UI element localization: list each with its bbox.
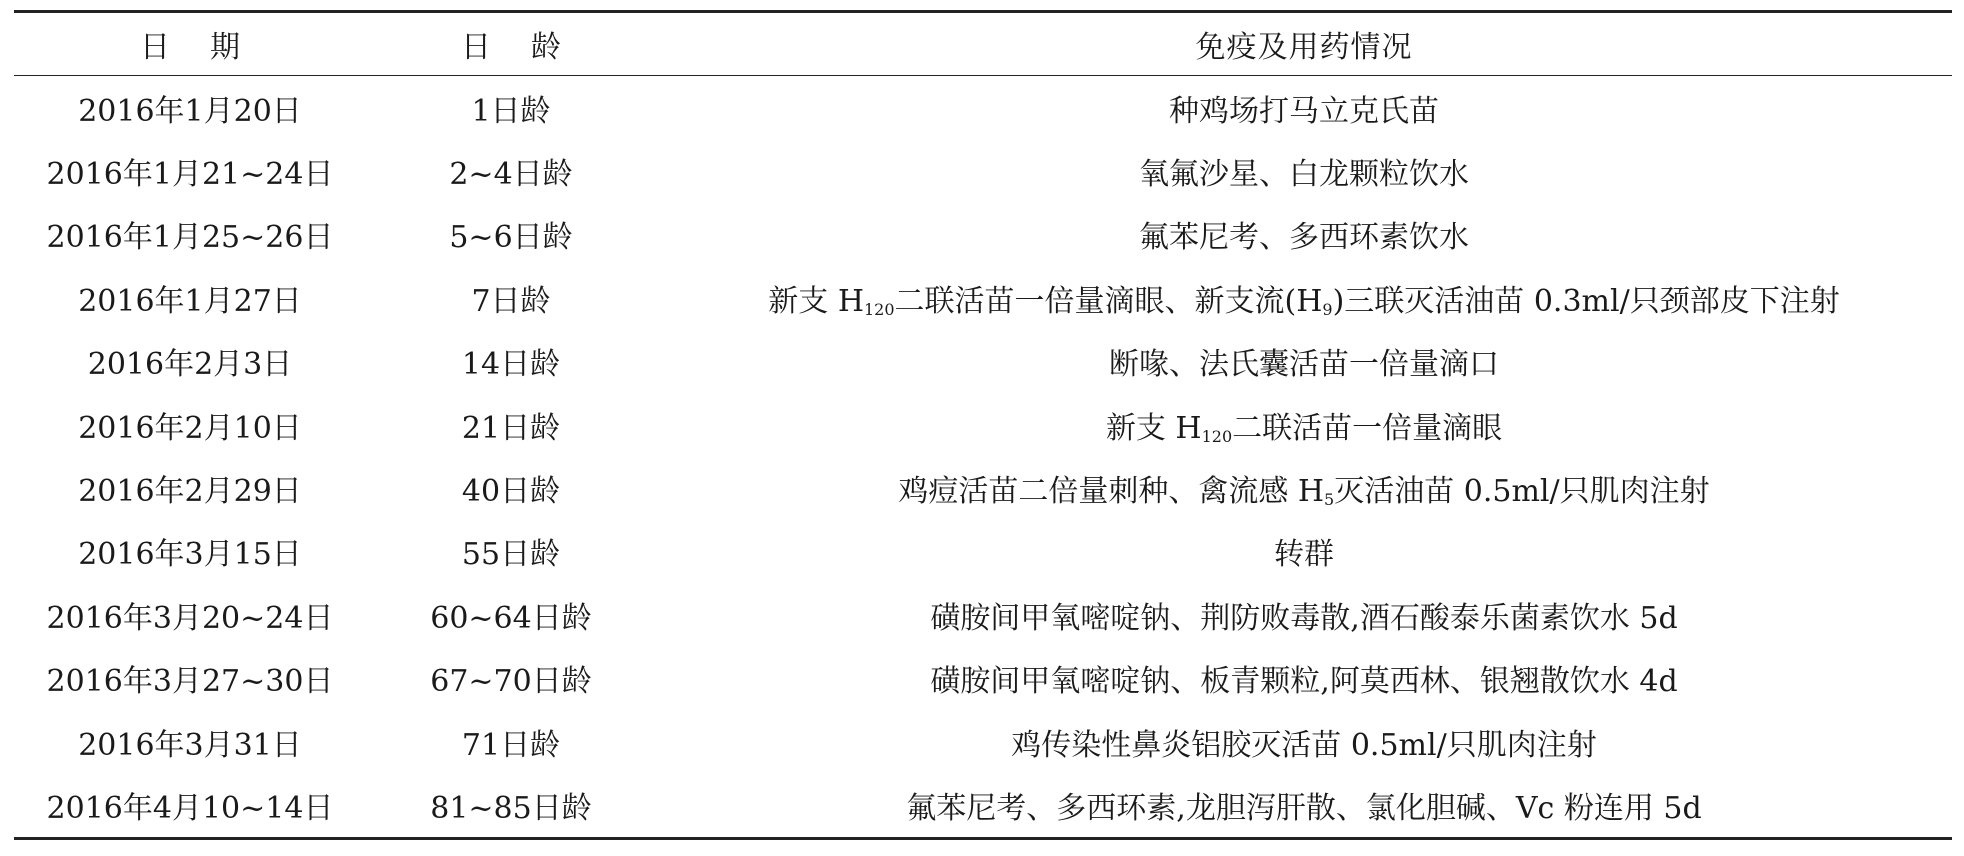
note-text: )三联灭活油苗 0.3ml/只颈部皮下注射 bbox=[1332, 283, 1840, 319]
cell-immunization-note bbox=[656, 647, 1952, 710]
note-subscript: 120 bbox=[1201, 426, 1233, 446]
cell-immunization-note bbox=[656, 76, 1952, 140]
cell-age: 21日龄 bbox=[461, 410, 561, 446]
cell-immunization-note bbox=[656, 773, 1952, 838]
cell-date: 2016年2月29日 bbox=[78, 474, 302, 510]
note-text: 新支 H bbox=[1105, 410, 1202, 446]
cell-date: 2016年1月21~24日 bbox=[46, 157, 334, 193]
header-note: 免疫及用药情况 bbox=[1195, 30, 1413, 65]
cell-age: 55日龄 bbox=[461, 537, 561, 573]
cell-immunization-note bbox=[656, 266, 1952, 329]
cell-date: 2016年1月20日 bbox=[78, 93, 302, 129]
cell-immunization-note bbox=[656, 456, 1952, 519]
note-text: 二联活苗一倍量滴眼 bbox=[1232, 410, 1503, 446]
table-header bbox=[14, 12, 1952, 76]
note-text: 转群 bbox=[1274, 537, 1334, 573]
note-text: 新支 H bbox=[768, 283, 864, 319]
cell-date: 2016年3月20~24日 bbox=[46, 600, 334, 636]
table-row bbox=[14, 139, 1952, 202]
note-text: 断喙、法氏囊活苗一倍量滴口 bbox=[1109, 347, 1499, 383]
table-row bbox=[14, 710, 1952, 773]
table-row bbox=[14, 266, 1952, 329]
note-text: 灭活油苗 0.5ml/只肌肉注射 bbox=[1334, 474, 1710, 510]
cell-age: 14日龄 bbox=[461, 347, 561, 383]
cell-date: 2016年2月10日 bbox=[78, 410, 302, 446]
cell-immunization-note bbox=[656, 583, 1952, 646]
note-text: 氧氟沙星、白龙颗粒饮水 bbox=[1139, 157, 1469, 193]
table-row bbox=[14, 647, 1952, 710]
table-row bbox=[14, 520, 1952, 583]
table-row bbox=[14, 203, 1952, 266]
note-text: 鸡痘活苗二倍量刺种、禽流感 H bbox=[898, 474, 1325, 510]
cell-age: 60~64日龄 bbox=[430, 600, 592, 636]
header-date-label: 日期 bbox=[140, 30, 280, 65]
note-text: 二联活苗一倍量滴眼、新支流(H bbox=[894, 283, 1323, 319]
table-row bbox=[14, 393, 1952, 456]
cell-date: 2016年4月10~14日 bbox=[46, 790, 334, 826]
cell-immunization-note bbox=[656, 139, 1952, 202]
note-text: 鸡传染性鼻炎铝胶灭活苗 0.5ml/只肌肉注射 bbox=[1011, 727, 1597, 763]
note-text: 种鸡场打马立克氏苗 bbox=[1169, 93, 1439, 129]
cell-immunization-note bbox=[656, 520, 1952, 583]
cell-date: 2016年2月3日 bbox=[87, 347, 293, 383]
cell-immunization-note bbox=[656, 203, 1952, 266]
cell-age: 40日龄 bbox=[461, 474, 561, 510]
table-row bbox=[14, 330, 1952, 393]
note-text: 氟苯尼考、多西环素,龙胆泻肝散、氯化胆碱、Vc 粉连用 5d bbox=[906, 790, 1702, 826]
cell-date: 2016年1月27日 bbox=[78, 283, 302, 319]
note-subscript: 9 bbox=[1322, 299, 1333, 319]
cell-date: 2016年1月25~26日 bbox=[46, 220, 334, 256]
cell-immunization-note bbox=[656, 330, 1952, 393]
cell-immunization-note bbox=[656, 710, 1952, 773]
table-row bbox=[14, 773, 1952, 838]
table-row bbox=[14, 76, 1952, 140]
note-subscript: 5 bbox=[1324, 490, 1335, 510]
cell-age: 67~70日龄 bbox=[430, 664, 592, 700]
cell-date: 2016年3月27~30日 bbox=[46, 664, 334, 700]
note-text: 磺胺间甲氧嘧啶钠、板青颗粒,阿莫西林、银翘散饮水 4d bbox=[930, 664, 1678, 700]
header-row bbox=[14, 12, 1952, 76]
cell-age: 81~85日龄 bbox=[430, 790, 592, 826]
header-age-label: 日龄 bbox=[461, 30, 601, 65]
cell-date: 2016年3月15日 bbox=[78, 537, 302, 573]
header-date bbox=[14, 12, 366, 76]
cell-age: 7日龄 bbox=[471, 283, 551, 319]
header-age bbox=[366, 12, 656, 76]
cell-age: 1日龄 bbox=[471, 93, 551, 129]
cell-date: 2016年3月31日 bbox=[78, 727, 302, 763]
note-subscript: 120 bbox=[863, 299, 895, 319]
table-row bbox=[14, 583, 1952, 646]
table-row bbox=[14, 456, 1952, 519]
immunization-schedule-table bbox=[14, 10, 1952, 840]
cell-age: 2~4日龄 bbox=[449, 157, 573, 193]
table-body bbox=[14, 76, 1952, 839]
note-text: 氟苯尼考、多西环素饮水 bbox=[1139, 220, 1469, 256]
cell-age: 5~6日龄 bbox=[449, 220, 573, 256]
cell-age: 71日龄 bbox=[461, 727, 561, 763]
schedule-table-container bbox=[14, 10, 1952, 840]
note-text: 磺胺间甲氧嘧啶钠、荆防败毒散,酒石酸泰乐菌素饮水 5d bbox=[930, 600, 1678, 636]
cell-immunization-note bbox=[656, 393, 1952, 456]
